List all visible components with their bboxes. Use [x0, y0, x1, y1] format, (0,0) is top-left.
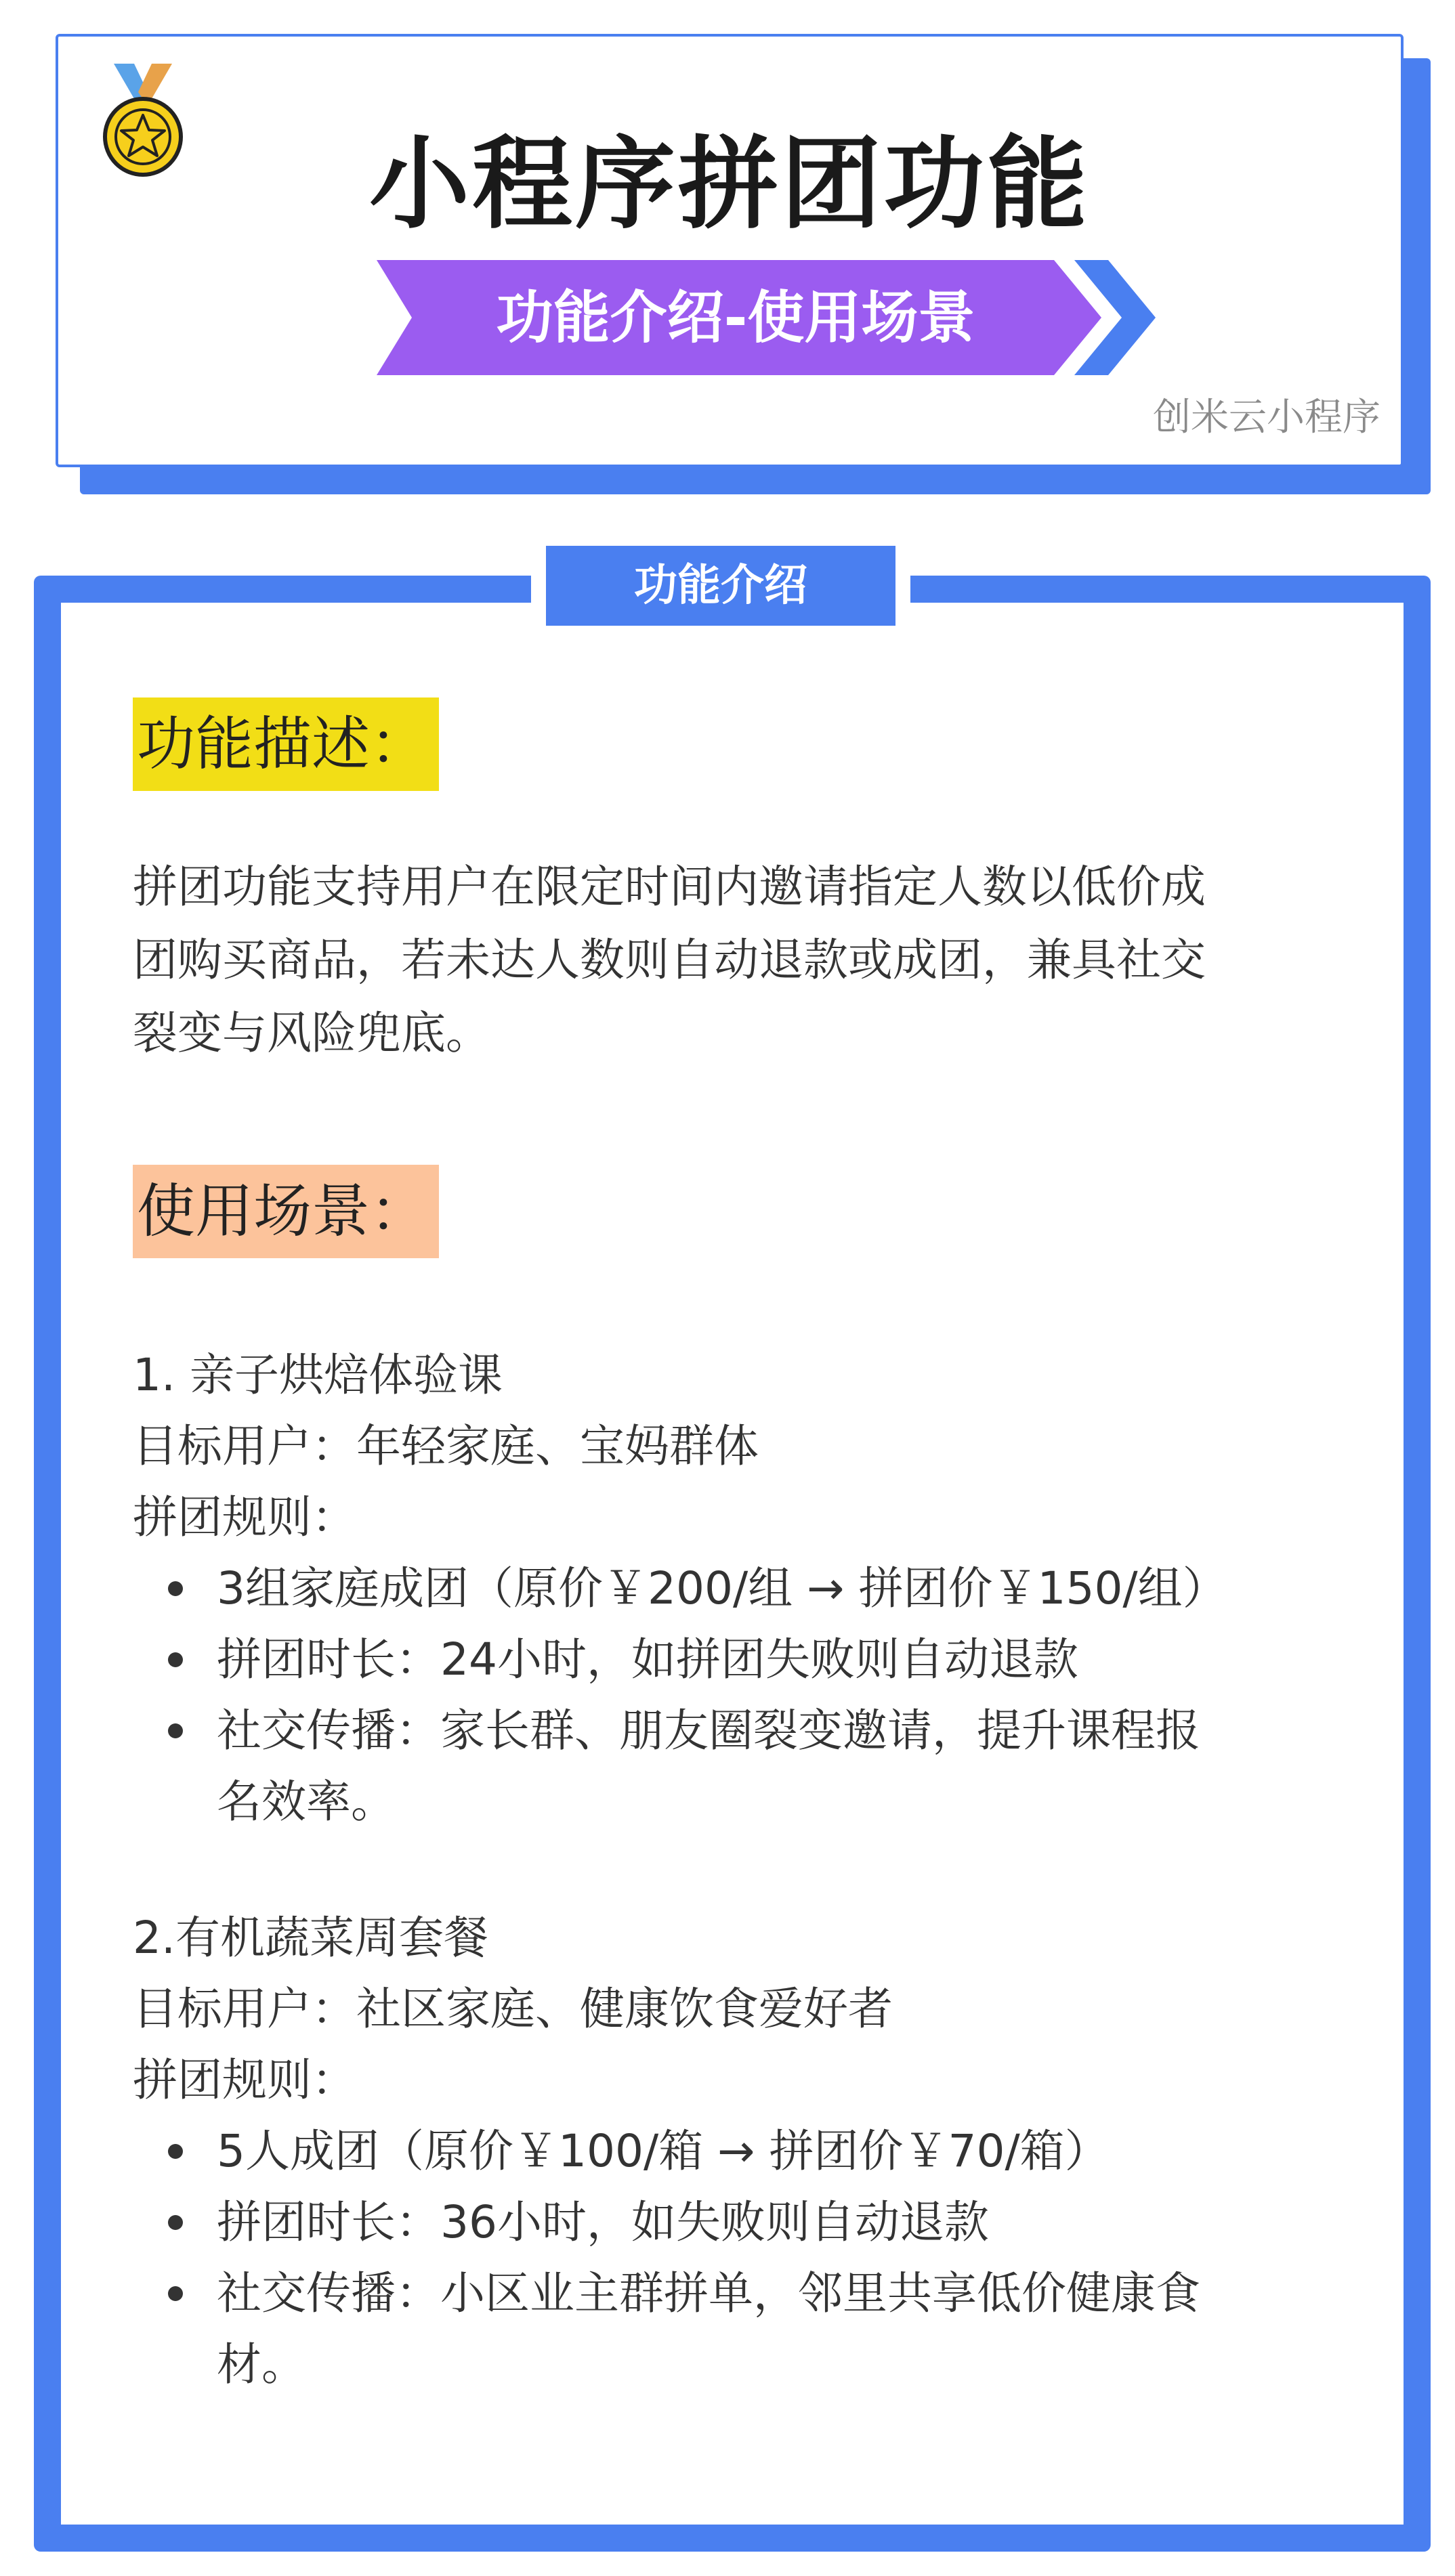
rules-list — [133, 2116, 1325, 2400]
scenario-target: 目标用户：社区家庭、健康饮食爱好者 — [133, 1983, 893, 2035]
rule-item — [133, 2116, 1325, 2187]
scenario-rules-label: 拼团规则： — [133, 2054, 356, 2106]
scenario-item — [133, 1339, 1325, 1837]
description-line: 裂变与风险兜底。 — [133, 1007, 490, 1059]
rule-item — [133, 2258, 1325, 2400]
rule-text: 拼团时长：36小时，如失败则自动退款 — [217, 2196, 989, 2248]
scenario-item — [133, 1902, 1325, 2400]
brand-label: 创米云小程序 — [1153, 395, 1380, 439]
rule-item — [133, 1553, 1325, 1624]
scenario-title: 2.有机蔬菜周套餐 — [133, 1912, 488, 1964]
rule-text: 材。 — [217, 2338, 306, 2390]
rule-text: 名效率。 — [217, 1776, 396, 1828]
rule-text: 社交传播：小区业主群拼单，邻里共享低价健康食 — [217, 2267, 1200, 2319]
section-tab: 功能介绍 — [546, 546, 895, 626]
rule-item — [133, 1695, 1325, 1837]
description-paragraph — [133, 851, 1325, 1070]
description-line: 团购买商品，若未达人数则自动退款或成团，兼具社交 — [133, 934, 1206, 986]
rule-text: 社交传播：家长群、朋友圈裂变邀请，提升课程报 — [217, 1704, 1200, 1757]
rule-item — [133, 2187, 1325, 2258]
rule-text: 5人成团（原价￥100/箱 → 拼团价￥70/箱） — [217, 2125, 1110, 2177]
scenario-rules-label: 拼团规则： — [133, 1491, 356, 1543]
rule-item — [133, 1624, 1325, 1695]
scenario-title: 1. 亲子烘焙体验课 — [133, 1349, 503, 1401]
rule-text: 3组家庭成团（原价￥200/组 → 拼团价￥150/组） — [217, 1562, 1227, 1614]
rules-list — [133, 1553, 1325, 1837]
page-title: 小程序拼团功能 — [369, 126, 1090, 242]
rule-text: 拼团时长：24小时，如拼团失败则自动退款 — [217, 1633, 1078, 1686]
scenario-target: 目标用户：年轻家庭、宝妈群体 — [133, 1420, 759, 1472]
header-card — [56, 34, 1404, 467]
content-area — [133, 697, 1325, 2400]
description-line: 拼团功能支持用户在限定时间内邀请指定人数以低价成 — [133, 861, 1206, 913]
description-heading: 功能描述： — [133, 697, 439, 791]
ribbon-text: 功能介绍-使用场景 — [496, 284, 975, 351]
scenarios-heading: 使用场景： — [133, 1165, 439, 1258]
